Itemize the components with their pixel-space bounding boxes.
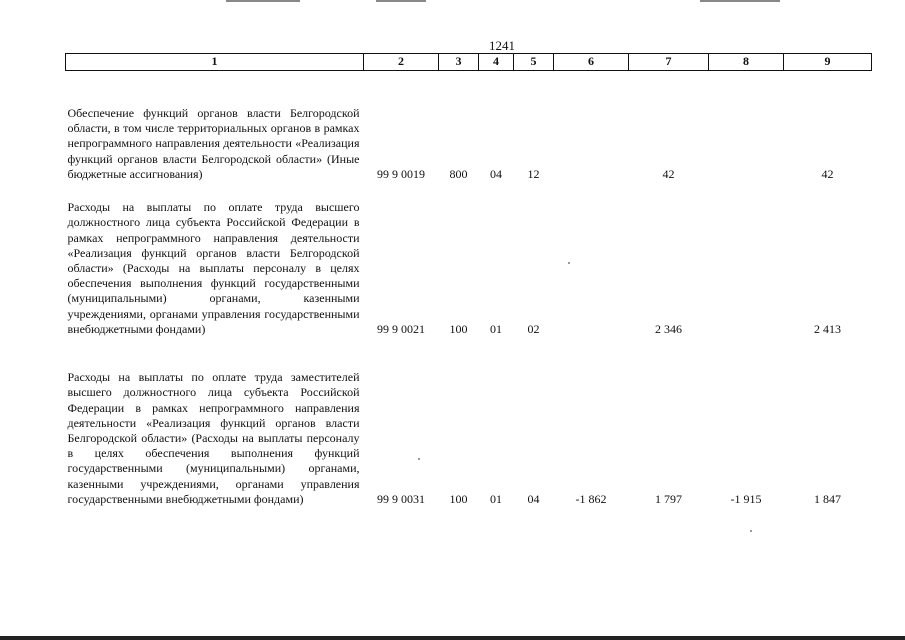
column-header: 2	[364, 54, 439, 71]
row-col-8	[709, 182, 784, 337]
row-col-6: -1 862	[575, 491, 607, 506]
column-header: 3	[439, 54, 479, 71]
header-row	[66, 54, 872, 71]
column-header: 6	[554, 54, 629, 71]
row-col-8	[709, 71, 784, 183]
column-header: 9	[784, 54, 872, 71]
row-col-3: 100	[449, 321, 468, 336]
budget-table	[65, 53, 872, 507]
row-col-8: -1 915	[730, 491, 762, 506]
row-col-4: 04	[490, 166, 502, 181]
row-col-9: 42	[821, 166, 834, 181]
row-col-7: 2 346	[655, 321, 682, 336]
row-description: Расходы на выплаты по оплате труда заместителей высшего должностного лица субъекта Российской Федерации в рамках непрограммного направления деятельности «Реализация функций органов власти Белгородской области» (Расходы на выплаты персоналу в целях обеспечения выполнения функций государственными (муниципальными) органами, казенными учреждениями, органами управления государственными внебюджетными фондами)	[67, 370, 360, 506]
row-col-6	[554, 182, 629, 337]
row-col-7: 1 797	[655, 491, 682, 506]
row-description: Расходы на выплаты по оплате труда высшего должностного лица субъекта Российской Федерации в рамках непрограммного направления деятельности «Реализация функций органов власти Белгородской области» (Расходы на выплаты персоналу в целях обеспечения выполнения функций государственными (муниципальными) органами, казенными учреждениями, органами управления государственными внебюджетными фондами)	[67, 200, 360, 336]
column-header: 4	[479, 54, 514, 71]
scan-edge-mark	[700, 0, 780, 2]
row-col-4: 01	[490, 491, 502, 506]
row-col-9: 2 413	[814, 321, 841, 336]
column-header: 7	[629, 54, 709, 71]
column-header: 5	[514, 54, 554, 71]
table-row	[66, 71, 872, 183]
row-col-5: 02	[527, 321, 540, 336]
row-col-6	[554, 71, 629, 183]
column-header: 1	[66, 54, 364, 71]
row-code: 99 9 0019	[377, 166, 425, 181]
scan-edge-mark	[226, 0, 300, 2]
table-row	[66, 182, 872, 337]
scan-speck	[750, 530, 752, 532]
page-number: 1241	[489, 38, 515, 53]
row-col-3: 100	[449, 491, 468, 506]
table-row	[66, 337, 872, 507]
row-col-5: 04	[527, 491, 540, 506]
row-col-5: 12	[527, 166, 540, 181]
row-col-4: 01	[490, 321, 502, 336]
scan-bottom-edge	[0, 636, 905, 640]
row-col-3: 800	[449, 166, 468, 181]
row-code: 99 9 0031	[377, 491, 425, 506]
row-col-7: 42	[662, 166, 675, 181]
row-col-9: 1 847	[814, 491, 841, 506]
column-header: 8	[709, 54, 784, 71]
row-description: Обеспечение функций органов власти Белгородской области, в том числе территориальных органов в рамках непрограммного направления деятельности «Реализация функций органов власти Белгородской области» (Иные бюджетные ассигнования)	[67, 105, 360, 181]
row-code: 99 9 0021	[377, 321, 425, 336]
scan-edge-mark	[376, 0, 426, 2]
